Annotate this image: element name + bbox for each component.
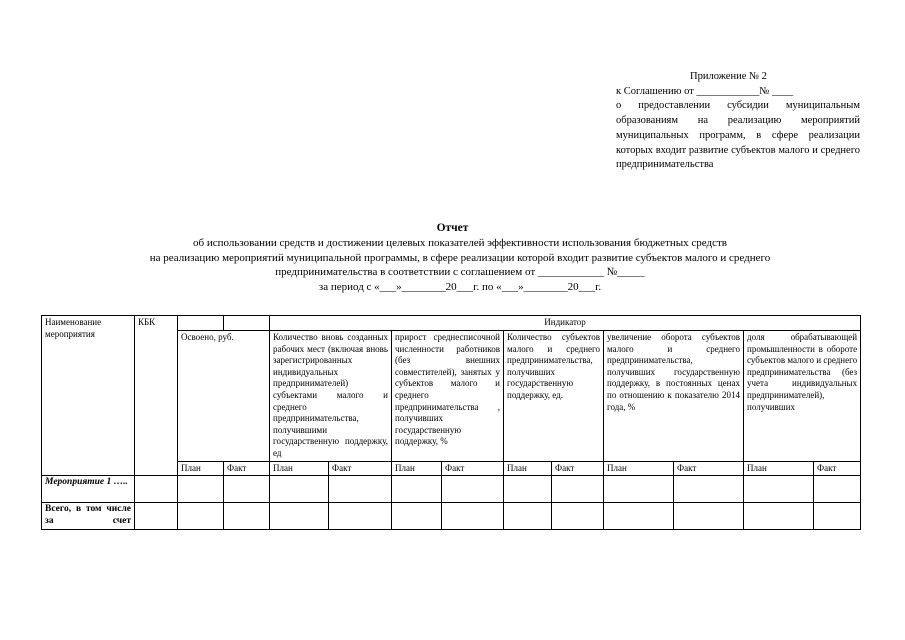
cell-empty: [674, 476, 744, 503]
cell-empty: [674, 503, 744, 530]
header-fact: Факт: [442, 461, 504, 476]
report-table: [41, 315, 861, 530]
report-subtitle-line2: на реализацию мероприятий муниципальной программы, в сфере реализации которой входит развитие субъектов малого и среднего: [149, 251, 771, 264]
header-count: Количество субъектов малого и среднего предпринимательства, получивших государственную поддержку, ед.: [504, 331, 604, 462]
cell-empty: [604, 476, 674, 503]
header-employees: прирост среднесписочной численности работников (без внешних совместителей), занятых у субъектов малого и среднего предпринимательства , получивших государственную поддержку, %: [392, 331, 504, 462]
row-total: Всего, в том числе за счет: [42, 503, 135, 530]
cell-empty: [442, 503, 504, 530]
cell-empty: [744, 503, 814, 530]
cell-empty: [178, 503, 224, 530]
appendix-title: Приложение № 2: [690, 71, 767, 82]
header-fact: Факт: [552, 461, 604, 476]
cell-empty: [604, 503, 674, 530]
header-name: Наименование мероприятия: [42, 316, 135, 476]
cell-empty: [814, 476, 861, 503]
header-plan: План: [392, 461, 442, 476]
header-share: доля обрабатывающей промышленности в обороте субъектов малого и среднего предпринимательства (без учета индивидуальных предпринимателей), получивших: [744, 331, 861, 462]
report-subtitle-line1: об использовании средств и достижении целевых показателей эффективности использования бюджетных средств: [193, 237, 727, 249]
cell-empty: [392, 503, 442, 530]
cell-empty: [329, 476, 392, 503]
cell-empty: [224, 476, 270, 503]
cell-empty: [270, 476, 329, 503]
header-indicator: Индикатор: [270, 316, 861, 331]
cell-empty: [329, 503, 392, 530]
cell-empty: [552, 476, 604, 503]
cell-empty: [135, 503, 178, 530]
appendix-agreement-line: к Соглашению от ____________№ ____: [616, 85, 794, 97]
cell-empty: [504, 503, 552, 530]
header-plan: План: [504, 461, 552, 476]
header-plan: План: [178, 461, 224, 476]
cell-empty: [178, 476, 224, 503]
report-subtitle: [60, 236, 860, 294]
report-period-line: за период с «___»________20___г. по «___»________20___г.: [318, 280, 602, 293]
cell-empty: [224, 503, 270, 530]
report-title: Отчет: [436, 222, 469, 234]
cell-empty: [814, 503, 861, 530]
cell-empty: [270, 503, 329, 530]
cell-empty: [504, 476, 552, 503]
header-fact: Факт: [224, 461, 270, 476]
appendix-block: [616, 70, 860, 173]
header-plan: План: [270, 461, 329, 476]
cell-empty: [552, 503, 604, 530]
row-activity-1: Мероприятие 1 …..: [42, 476, 135, 503]
cell-empty: [442, 476, 504, 503]
header-fact: Факт: [329, 461, 392, 476]
header-plan: План: [604, 461, 674, 476]
header-blank: [224, 316, 270, 331]
header-blank: [178, 316, 224, 331]
header-turnover: увеличение оборота субъектов малого и среднего предпринимательства, получивших государственную поддержку, в постоянных ценах по отношению к показателю 2014 года, %: [604, 331, 744, 462]
appendix-body: о предоставлении субсидии муниципальным образованиям на реализацию мероприятий муниципальных программ, в сфере реализации которых входит развитие субъектов малого и среднего предпринимательства: [616, 100, 860, 171]
header-fact: Факт: [674, 461, 744, 476]
cell-empty: [392, 476, 442, 503]
header-spent: Освоено, руб.: [178, 331, 270, 462]
report-subtitle-line3: предпринимательства в соответствии с соглашением от ____________ №_____: [275, 266, 645, 278]
cell-empty: [135, 476, 178, 503]
header-plan: План: [744, 461, 814, 476]
header-kbk: КБК: [135, 316, 178, 476]
header-jobs: Количество вновь созданных рабочих мест (включая вновь зарегистрированных индивидуальных предпринимателей) субъектами малого и среднего предпринимательства, получившими государственную поддержку, ед: [270, 331, 392, 462]
cell-empty: [744, 476, 814, 503]
header-fact: Факт: [814, 461, 861, 476]
